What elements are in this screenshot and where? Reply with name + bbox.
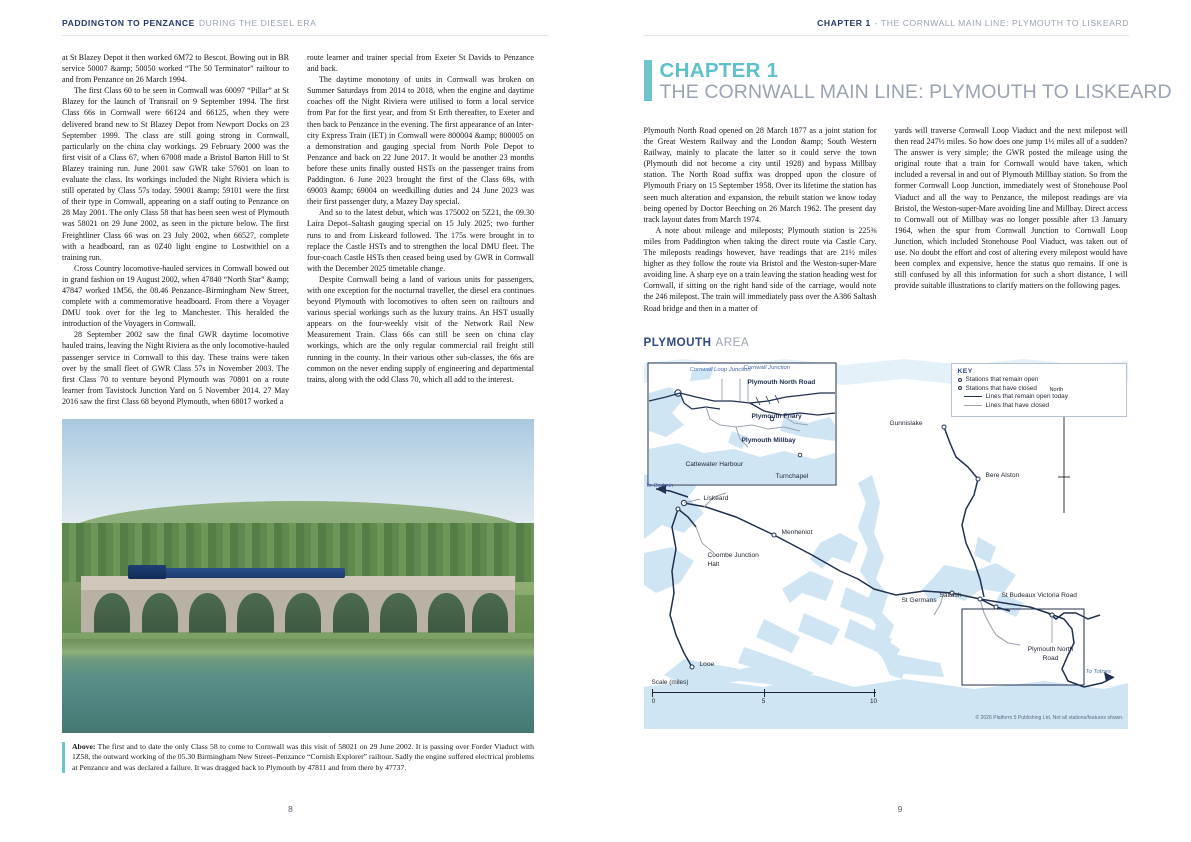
right-page bbox=[596, 0, 1191, 842]
map-label-plymouth-friary: Plymouth Friary bbox=[751, 412, 802, 420]
photo-river bbox=[62, 639, 534, 733]
map-key-label: Lines that have closed bbox=[985, 401, 1050, 409]
map-scale-tick bbox=[874, 689, 875, 697]
running-head-chapter-title: - THE CORNWALL MAIN LINE: PLYMOUTH TO LISKEARD bbox=[874, 18, 1129, 28]
plymouth-area-map[interactable] bbox=[644, 357, 1128, 729]
left-column-2 bbox=[307, 52, 534, 407]
map-key-label: Stations that remain open bbox=[965, 376, 1039, 384]
station-closed-icon bbox=[958, 386, 962, 390]
page-number-left: 8 bbox=[288, 804, 294, 814]
map-label-plymouth-millbay: Plymouth Millbay bbox=[741, 436, 796, 444]
map-key-row-lines-open bbox=[958, 393, 1120, 400]
map-label-cornwall-loop-junction: Cornwall Loop Junction bbox=[689, 366, 751, 373]
map-key bbox=[951, 363, 1127, 417]
caption-text: The first and to date the only Class 58 to come to Cornwall was this visit of 58021 on 29 June 2002. It is passing over Forder Viaduct with 1Z58, the outward working of the 05.30 Birmingham New Street–Penzance “Cornish Explorer” railtour. Sadly the engine suffered electrical problems at Penzance and was declared a failure. It was dragged back to Plymouth by 47811 and from there by 47737. bbox=[72, 742, 534, 772]
running-head-chapter: CHAPTER 1 bbox=[817, 18, 871, 28]
map-key-row-lines-closed bbox=[958, 402, 1120, 409]
right-body-columns bbox=[644, 125, 1130, 314]
right-column-1 bbox=[644, 125, 877, 314]
map-scale bbox=[652, 679, 876, 707]
map-key-row-stations-closed bbox=[958, 385, 1120, 392]
paragraph: The first Class 60 to be seen in Cornwall was 60097 “Pillar” at St Blazey for the launch of Transrail on 9 September 1994. The first Class 66s in Cornwall were 66124 and 66125, when they were delivered brand new to St Blazey Depot from Newport Docks on 23 September 1999. The class are still going strong in Cornwall, particularly on the china clay workings. 29 February 2000 was the first visit of a Class 67, when 67008 made a Bristol Barton Hill to St Blazey training run. June 2001 saw GWR take 57601 on loan to evaluate the class. Its workings included the Night Riviera which is still operated by Class 57s today. 59001 &amp; 59101 were the first of their type in Cornwall, appearing on a staff outing to Penzance on 28 May 2001. The only Class 58 that has been seen west of Plymouth was 58021 on 29 June 2002, as seen in the picture below. The first Freightliner Class 66 was on 23 July 2002, when 66527, complete with a headboard, ran as 0Z40 light engine to Lostwithiel on a training run. bbox=[62, 86, 289, 262]
paragraph: 28 September 2002 saw the final GWR daytime locomotive hauled trains, leaving the Night Riviera as the only locomotive-hauled passenger service in Cornwall to this day. These trains were taken over by the small fleet of GWR Class 57s in November 2003. The first Class 70 to venture beyond Plymouth was 70801 on a route learner from Tavistock Junction Yard on 5 November 2014. 27 May 2016 saw the first Class 68 beyond Plymouth, when 68017 worked a bbox=[62, 330, 289, 406]
map-label-st-germans: St Germans bbox=[901, 596, 937, 604]
photograph-viaduct-train bbox=[62, 419, 534, 733]
running-head-left bbox=[62, 18, 548, 28]
map-key-label: Stations that have closed bbox=[965, 384, 1037, 392]
map-key-row-stations-open bbox=[958, 376, 1120, 383]
map-label-cattewater-harbour: Cattewater Harbour bbox=[685, 460, 744, 468]
paragraph: The daytime monotony of units in Cornwall was broken on Summer Saturdays from 2014 to 2018, when the engine and daytime coaches off the Night Riviera were utilised to form a local service from Par for the first year, and from St Erth thereafter, to Exeter and then back to Penzance in the evening. The first appearance of an Inter-city Express Train (IET) in Cornwall were 800004 &amp; 800005 on a demonstration and gauging special from North Pole Depot to Penzance and back on 22 June 2017. It would be another 23 months before these units finally ousted HSTs on the passenger trains from Paddington. 6 June 2023 brought the first of the Class 69s, with 69003 &amp; 69004 on weedkilling duties and 24 June 2023 was their first passenger duty, a Mazey Day special. bbox=[307, 75, 534, 207]
chapter-accent-bar bbox=[644, 60, 652, 101]
map-key-title: KEY bbox=[957, 367, 973, 375]
paragraph: yards will traverse Cornwall Loop Viaduct and the next milepost will then read 247½ miles. So how does one jump 1½ miles all of a sudden? The answer is very simple; the GWR posted the mileage using the original route that a train for Cornwall would have taken, which included a reversal in and out of Plymouth Millbay station. So from the former Cornwall Loop Junction, immediately west of Stonehouse Pool Viaduct and all the way to Penzance, the milepost readings are via Bristol, the Weston-super-Mare avoiding line and Millbay. Direct access to Cornwall out of Millbay was no longer possible after 13 January 1964, when the spur from Cornwall Junction to Cornwall Loop Junction, which included Stonehouse Pool Viaduct, was taken out of use. No doubt the effort and cost of altering every milepost would have been complex and expensive, hence the status quo remains. If one is still confused by all this information for such a short distance, I will provide suitable illustrations to clarify matters on the following pages. bbox=[894, 126, 1128, 291]
map-label-to-totnes: To Totnes bbox=[1085, 668, 1111, 675]
line-closed-icon bbox=[964, 405, 982, 406]
map-scale-tick-label: 10 bbox=[869, 697, 878, 705]
map-scale-numbers bbox=[652, 698, 876, 707]
map-scale-bar bbox=[652, 689, 876, 697]
map-copyright: © 2026 Platform 5 Publishing Ltd. Not all stations/features shown. bbox=[975, 714, 1124, 721]
map-label-st-budeaux-victoria-road: St Budeaux Victoria Road bbox=[1001, 591, 1077, 599]
running-head-title: PADDINGTON TO PENZANCE bbox=[62, 18, 195, 28]
left-column-1 bbox=[62, 52, 289, 407]
map-label-looe: Looe bbox=[699, 660, 715, 668]
map-heading-bold: PLYMOUTH bbox=[643, 335, 712, 349]
map-key-label: Lines that remain open today bbox=[985, 393, 1068, 401]
map-scale-tick-label: 5 bbox=[761, 697, 766, 705]
running-head-right bbox=[644, 18, 1130, 28]
chapter-title-block bbox=[644, 59, 1172, 103]
right-column-2 bbox=[895, 125, 1128, 314]
map-label-coombe-junction-halt: Coombe Junction Halt bbox=[707, 551, 759, 568]
map-label-cornwall-junction: Cornwall Junction bbox=[743, 364, 790, 371]
paragraph: Despite Cornwall being a land of various units for passengers, with one exception for the nocturnal traveller, the diesel era continues beyond Plymouth with locomotives to often seen on railtours and various special workings such as the luxury trains. An HST usually appears on the four-weekly visit of the Network Rail New Measurement Train. Class 66s can still be seen on china clay workings, which are the only regular commercial rail freight still running in the county. In their various other sub-classes, the 66s are common on the never ending supply of engineering and departmental trains, along with the odd Class 70, which all add to the interest. bbox=[307, 274, 534, 384]
map-label-plymouth-north-road-main: Plymouth North Road bbox=[1027, 645, 1074, 662]
map-label-plymouth-north-road-inset: Plymouth North Road bbox=[747, 378, 816, 386]
map-label-saltash: Saltash bbox=[939, 591, 962, 599]
map-label-turnchapel: Turnchapel bbox=[775, 472, 809, 480]
map-label-to-bodmin: To Bodmin bbox=[645, 482, 674, 489]
chapter-number: CHAPTER 1 bbox=[659, 59, 779, 82]
map-heading-light: AREA bbox=[715, 335, 750, 349]
map-heading bbox=[644, 336, 1130, 349]
chapter-subtitle: THE CORNWALL MAIN LINE: PLYMOUTH TO LISKEARD bbox=[659, 81, 1172, 103]
map-label-bere-alston: Bere Alston bbox=[985, 471, 1020, 479]
running-head-subtitle: DURING THE DIESEL ERA bbox=[198, 18, 317, 28]
map-scale-caption: Scale (miles) bbox=[651, 678, 689, 686]
caption-lead: Above: bbox=[72, 742, 96, 751]
map-scale-tick bbox=[652, 689, 653, 697]
map-scale-tick bbox=[764, 689, 765, 697]
map-label-liskeard: Liskeard bbox=[703, 494, 729, 502]
left-body-columns bbox=[62, 52, 548, 407]
map-label-menheniot: Menheniot bbox=[781, 528, 813, 536]
running-head-rule-left bbox=[62, 35, 548, 36]
station-open-icon bbox=[958, 378, 962, 382]
paragraph: And so to the latest debut, which was 175002 on 5Z21, the 09.30 Laira Depot–Saltash gauging special on 15 July 2025; two further runs to and from Liskeard followed. The 175s were brought in to replace the Castle HSTs and to strengthen the local DMU fleet. The four-coach Castle HSTs then ceased being used by GWR in Cornwall with the December 2025 timetable change. bbox=[307, 208, 534, 273]
running-head-rule-right bbox=[644, 35, 1130, 36]
paragraph: Cross Country locomotive-hauled services in Cornwall bowed out in grand fashion on 19 August 2002, when 47840 “North Star” &amp; 47847 worked 1M56, the 08.46 Penzance–Birmingham New Street, complete with a commemorative headboard. From there a Voyager DMU took over for the leg to Manchester. This heralded the introduction of the Voyagers in Cornwall. bbox=[62, 263, 289, 329]
page-number-right: 9 bbox=[897, 804, 903, 814]
paragraph: Plymouth North Road opened on 28 March 1877 as a joint station for the Great Western Railway and the London &amp; South Western Railway, mainly to placate the latter so it could serve the town (Plymouth did not become a city until 1928) and bypass Millbay station. The North Road suffix was dropped upon the closure of Plymouth Friary on 15 September 1958. Over its lifetime the station has seen much alteration and expansion, the rebuilt station we know today being opened by Doctor Beeching on 26 March 1962. The present day track layout dates from March 1974. bbox=[643, 126, 877, 224]
photo-caption bbox=[62, 742, 534, 773]
paragraph: route learner and trainer special from Exeter St Davids to Penzance and back. bbox=[307, 53, 534, 74]
map-label-north: North bbox=[1049, 386, 1064, 393]
line-open-icon bbox=[964, 396, 982, 398]
photo-train-locomotive bbox=[128, 565, 166, 579]
map-label-gunnislake: Gunnislake bbox=[889, 419, 923, 427]
paragraph: A note about mileage and mileposts; Plymouth station is 225⅜ miles from Paddington when taking the direct route via Castle Cary. The mileposts readings however, have readings that are 21½ miles higher as they follow the route via Bristol and the Weston-super-Mare avoiding line. A sharp eye on a train leaving the station heading west for Cornwall, if sitting on the right hand side of the carriage, would note the 246 milepost. The train will immediately pass over the A386 Saltash Road bridge and then in a matter of bbox=[643, 225, 877, 313]
paragraph: at St Blazey Depot it then worked 6M72 to Bescot. Bowing out in BR service 50007 &amp; 50050 worked “The 50 Terminator” railtour to and from Penzance on 26 March 1994. bbox=[62, 53, 289, 85]
map-scale-tick-label: 0 bbox=[651, 697, 656, 705]
